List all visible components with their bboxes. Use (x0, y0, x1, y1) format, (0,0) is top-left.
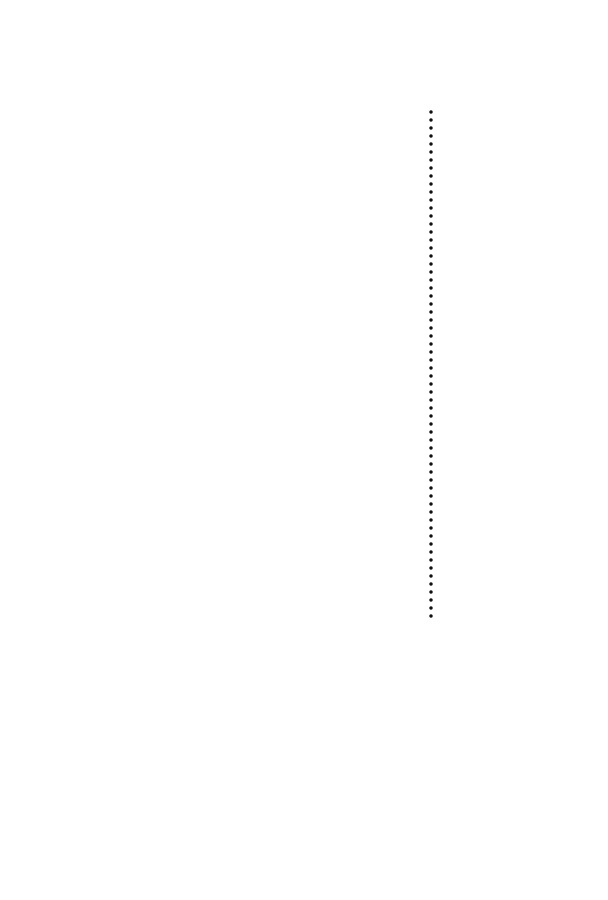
section-break-dots (428, 108, 434, 620)
page-number (289, 856, 319, 890)
garland-border-decoration (0, 0, 608, 60)
